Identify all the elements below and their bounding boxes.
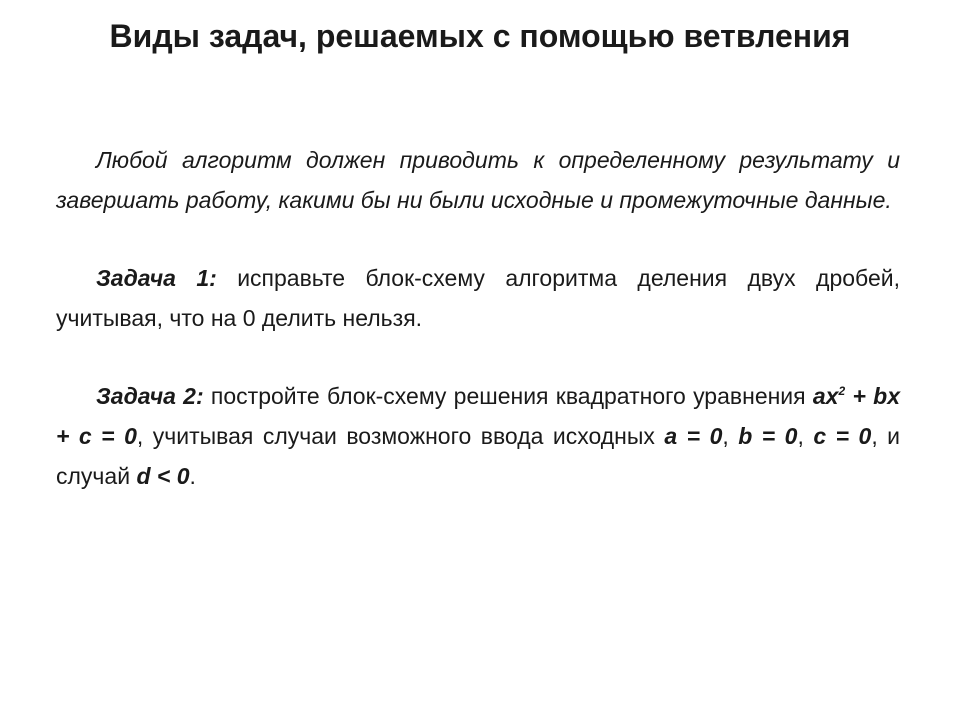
task2-paragraph: [56, 376, 900, 496]
condition-c: c = 0: [813, 423, 872, 449]
separator: ,: [722, 423, 739, 449]
task2-text-b: , учитывая случаи возможного ввода исходных: [136, 423, 665, 449]
task1-paragraph: [56, 258, 900, 338]
task2-text-a: постройте блок-схему решения квадратного уравнения: [203, 383, 813, 409]
equation-exponent: 2: [838, 384, 846, 398]
paragraph-spacer: [56, 338, 900, 376]
paragraph-spacer: [56, 220, 900, 258]
equation-ax: ax: [812, 383, 839, 409]
task2-text-c: , и случай: [56, 423, 901, 489]
task2-text-end: .: [189, 463, 196, 489]
task2-label: Задача 2:: [96, 383, 204, 409]
intro-paragraph: Любой алгоритм должен приводить к определенному результату и завершать работу, какими бы ни были исходные и промежуточные данные.: [56, 147, 900, 213]
condition-b: b = 0: [738, 423, 798, 449]
separator: ,: [797, 423, 814, 449]
condition-a: a = 0: [664, 423, 723, 449]
task1-text: исправьте блок-схему алгоритма деления двух дробей, учитывая, что на 0 делить нельзя.: [56, 265, 900, 331]
task1-label: Задача 1:: [96, 265, 217, 291]
equation-rest: + bx + c = 0: [56, 383, 900, 449]
condition-d: d < 0: [136, 463, 190, 489]
slide-title: Виды задач, решаемых с помощью ветвления: [109, 18, 851, 54]
slide-body: [56, 140, 900, 496]
